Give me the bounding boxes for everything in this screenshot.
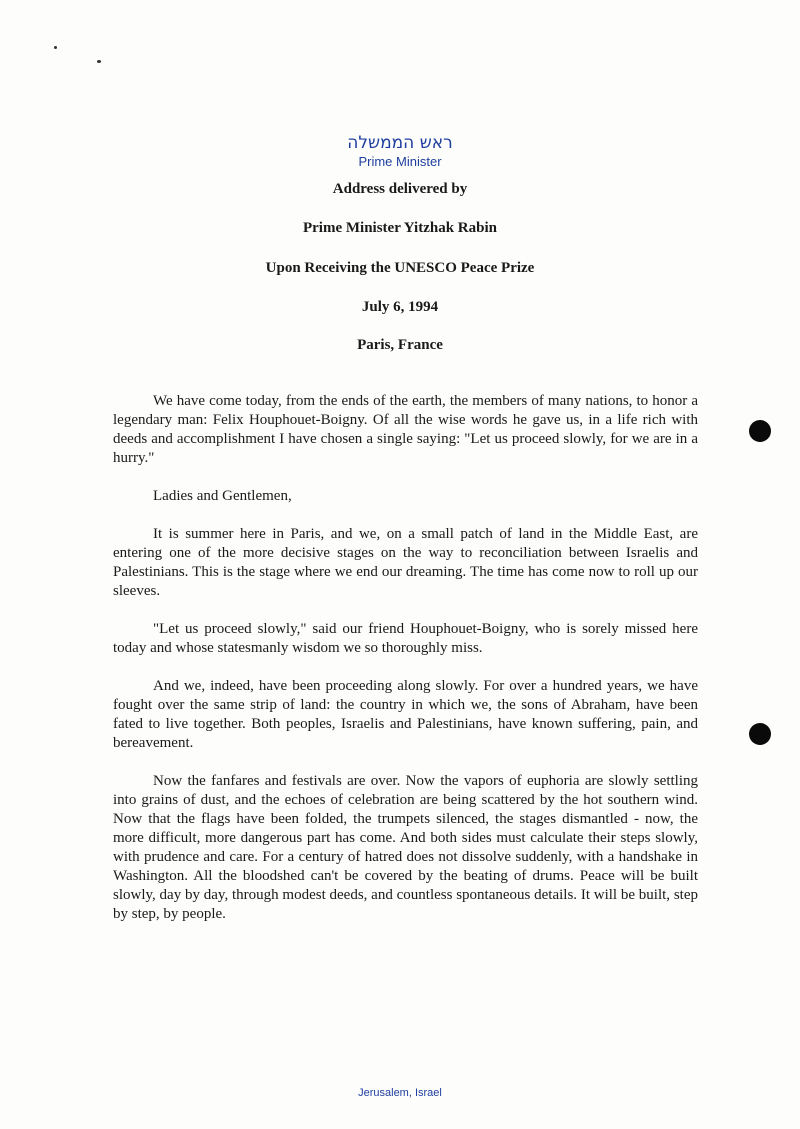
title-occasion: Upon Receiving the UNESCO Peace Prize xyxy=(265,260,535,276)
title-date: July 6, 1994 xyxy=(361,299,439,315)
letterhead xyxy=(0,133,800,170)
letterhead-english: Prime Minister xyxy=(358,154,442,169)
paragraph: It is summer here in Paris, and we, on a small patch of land in the Middle East, are entering one of the more decisive stages on the way to reconciliation between Israelis and Palestinians. This is the stage where we end our dreaming. The time has come now to roll up our sleeves. xyxy=(113,526,698,599)
scan-speck xyxy=(97,60,101,63)
speech-body xyxy=(113,392,698,943)
paragraph: Ladies and Gentlemen, xyxy=(153,488,292,504)
punch-hole xyxy=(749,723,771,745)
paragraph: "Let us proceed slowly," said our friend Houphouet-Boigny, who is sorely missed here today and whose statesmanly wisdom we so thoroughly miss. xyxy=(113,621,698,656)
title-location: Paris, France xyxy=(357,337,443,353)
title-speaker: Prime Minister Yitzhak Rabin xyxy=(302,220,497,236)
punch-hole xyxy=(749,420,771,442)
scan-speck xyxy=(54,46,57,49)
footer-location: Jerusalem, Israel xyxy=(358,1087,442,1099)
letterhead-hebrew: ראש הממשלה xyxy=(347,133,453,153)
paragraph: And we, indeed, have been proceeding along slowly. For over a hundred years, we have fought over the same strip of land: the country in which we, the sons of Abraham, have been fated to live together. Both peoples, Israelis and Palestinians, have known suffering, pain, and bereavement. xyxy=(113,678,698,751)
paragraph: Now the fanfares and festivals are over. Now the vapors of euphoria are slowly settling into grains of dust, and the echoes of celebration are being scattered by the hot southern wind. Now that the flags have been folded, the trumpets silenced, the stages dismantled - now, the more difficult, more dangerous part has come. And both sides must calculate their steps slowly, with prudence and care. For a century of hatred does not dissolve suddenly, with a handshake in Washington. All the bloodshed can't be covered by the beating of drums. Peace will be built slowly, day by day, through modest deeds, and countless spontaneous details. It will be built, step by step, by people. xyxy=(113,773,698,922)
paragraph: We have come today, from the ends of the earth, the members of many nations, to honor a legendary man: Felix Houphouet-Boigny. Of all the wise words he gave us, in a life rich with deeds and accomplishment I have chosen a single saying: "Let us proceed slowly, for we are in a hurry." xyxy=(113,393,698,466)
title-address-delivered: Address delivered by xyxy=(332,181,468,197)
